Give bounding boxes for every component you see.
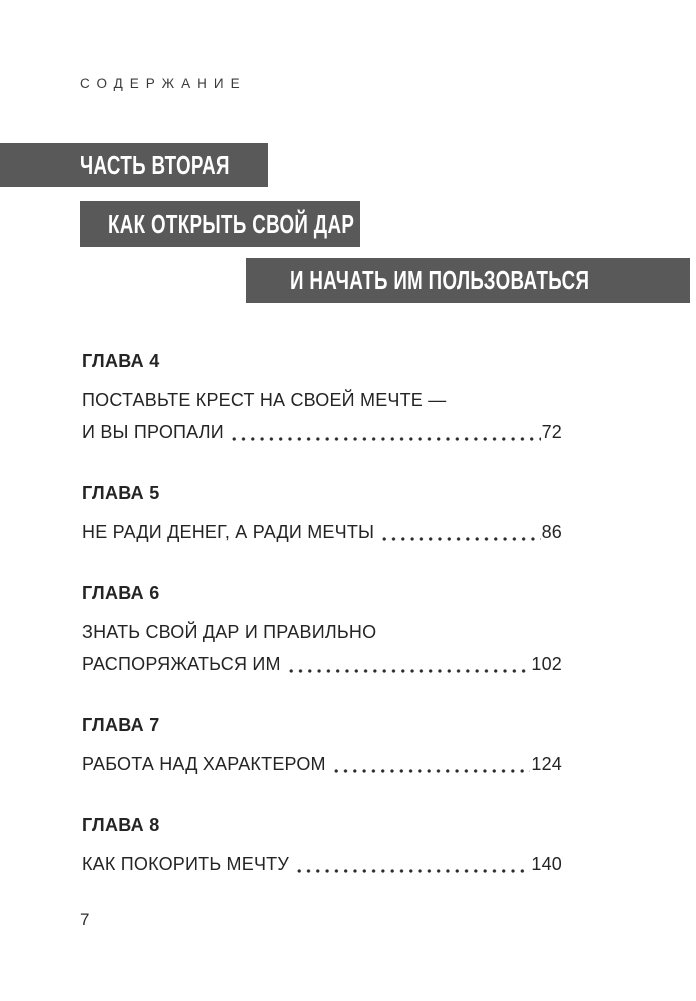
- toc-entry: [82, 482, 562, 548]
- toc-title-line: [82, 616, 562, 648]
- toc-title-text: И ВЫ ПРОПАЛИ: [82, 422, 224, 442]
- toc-entry: [82, 814, 562, 880]
- dot-leader: [232, 416, 541, 448]
- toc-title-text: РАСПОРЯЖАТЬСЯ ИМ: [82, 654, 281, 674]
- toc-page-number: 124: [531, 754, 562, 774]
- toc-entry: [82, 714, 562, 780]
- toc-entry: [82, 582, 562, 680]
- dot-leader: [382, 516, 540, 548]
- chapter-heading: ГЛАВА 8: [82, 815, 160, 835]
- toc-page-number: 86: [541, 522, 562, 542]
- title-lines: [82, 384, 562, 448]
- toc-title-text: ПОСТАВЬТЕ КРЕСТ НА СВОЕЙ МЕЧТЕ —: [82, 390, 447, 410]
- part-banner-3: [246, 258, 690, 303]
- chapter-heading: ГЛАВА 4: [82, 351, 160, 371]
- toc-list: [82, 350, 562, 914]
- toc-title-text: НЕ РАДИ ДЕНЕГ, А РАДИ МЕЧТЫ: [82, 522, 375, 542]
- part-banner-2-label: КАК ОТКРЫТЬ СВОЙ ДАР: [108, 208, 355, 239]
- toc-entry: [82, 350, 562, 448]
- dot-leader: [289, 648, 531, 680]
- title-lines: [82, 616, 562, 680]
- dot-leader: [297, 848, 530, 880]
- toc-page-number: 72: [541, 422, 562, 442]
- part-banner-2: [80, 201, 360, 247]
- title-lines: [82, 848, 562, 880]
- page-number: 7: [80, 910, 90, 929]
- dot-leader: [334, 748, 531, 780]
- toc-title-line: [82, 416, 562, 448]
- toc-title-text: РАБОТА НАД ХАРАКТЕРОМ: [82, 754, 326, 774]
- part-banner-1-label: ЧАСТЬ ВТОРАЯ: [80, 149, 230, 180]
- toc-page-number: 102: [531, 654, 562, 674]
- toc-title-line: [82, 748, 562, 780]
- chapter-heading: ГЛАВА 5: [82, 483, 160, 503]
- part-banner-3-label: И НАЧАТЬ ИМ ПОЛЬЗОВАТЬСЯ: [290, 265, 590, 295]
- toc-title-line: [82, 384, 562, 416]
- title-lines: [82, 748, 562, 780]
- part-banner-1: [0, 143, 268, 187]
- toc-title-line: [82, 648, 562, 680]
- toc-page-number: 140: [531, 854, 562, 874]
- toc-title-line: [82, 516, 562, 548]
- toc-title-line: [82, 848, 562, 880]
- toc-title-text: КАК ПОКОРИТЬ МЕЧТУ: [82, 854, 289, 874]
- title-lines: [82, 516, 562, 548]
- chapter-heading: ГЛАВА 7: [82, 715, 160, 735]
- chapter-heading: ГЛАВА 6: [82, 583, 160, 603]
- running-head: СОДЕРЖАНИЕ: [80, 76, 247, 91]
- toc-title-text: ЗНАТЬ СВОЙ ДАР И ПРАВИЛЬНО: [82, 622, 377, 642]
